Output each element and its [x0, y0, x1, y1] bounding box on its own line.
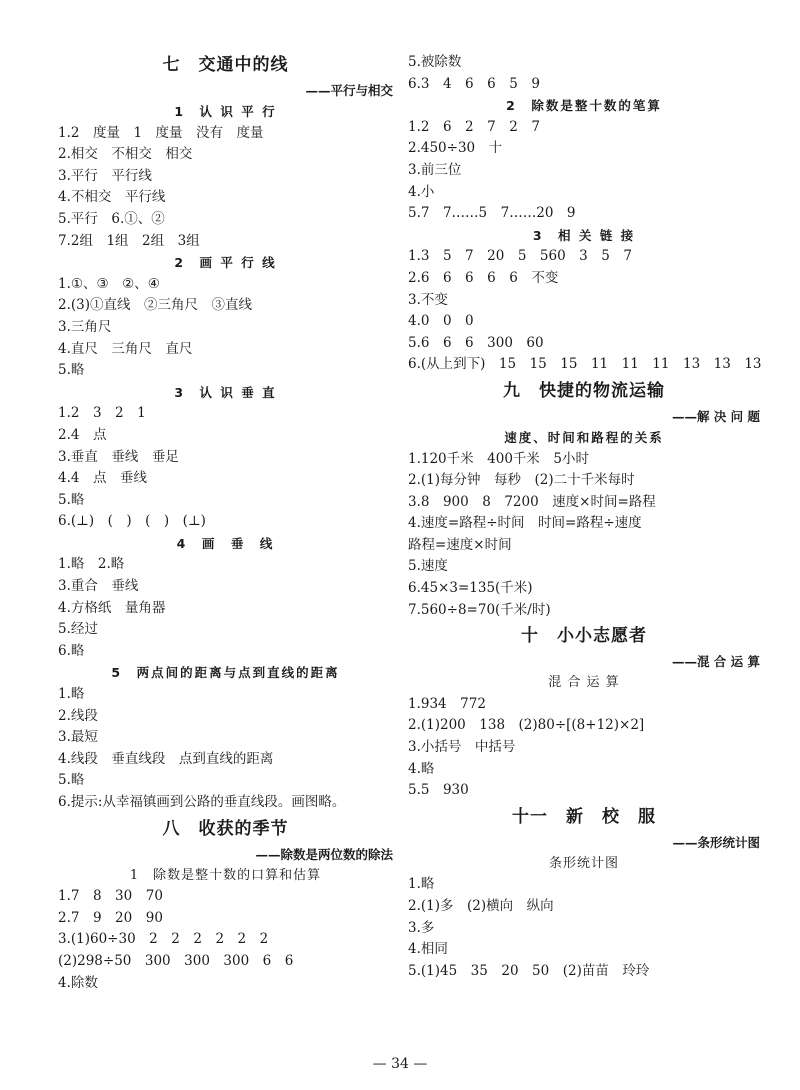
chapter-heading: 七 交通中的线: [162, 55, 289, 75]
section-plain-heading: 混 合 运 算: [548, 675, 620, 691]
answer-line: 2.7 9 20 90: [58, 909, 163, 926]
answer-line: 3.8 900 8 7200 速度×时间=路程: [408, 493, 656, 510]
answer-line: 2.4 点: [58, 426, 107, 443]
answer-line: 3.小括号 中括号: [408, 739, 516, 756]
subtitle-heading: ——条形统计图: [672, 834, 760, 850]
answer-line: 7.560÷8=70(千米/时): [408, 601, 551, 618]
answer-line: 6.(⊥) ( ) ( ) (⊥): [58, 513, 206, 530]
answer-line: 4.速度=路程÷时间 时间=路程÷速度: [408, 515, 642, 532]
section-heading: 5 两点间的距离与点到直线的距离: [111, 665, 340, 681]
answer-line: 1.2 3 2 1: [58, 405, 146, 422]
answer-line: 5.(1)45 35 20 50 (2)苗苗 玲玲: [408, 962, 650, 979]
chapter-heading: 九 快捷的物流运输: [503, 380, 665, 401]
answer-line: (2)298÷50 300 300 300 6 6: [58, 952, 294, 969]
subtitle-heading: ——除数是两位数的除法: [255, 846, 393, 862]
answer-line: 7.2组 1组 2组 3组: [58, 232, 200, 249]
answer-line: 4.4 点 垂线: [58, 470, 147, 487]
answer-line: 2.(1)多 (2)横向 纵向: [408, 898, 554, 914]
answer-line: 1.2 度量 1 度量 没有 度量: [58, 124, 264, 141]
answer-line: 5.速度: [408, 558, 448, 575]
answer-line: 2.6 6 6 6 6 不变: [408, 269, 559, 286]
answer-line: 3.重合 垂线: [58, 578, 139, 595]
answer-line: 4.除数: [58, 974, 98, 991]
section-heading: 速度、时间和路程的关系: [504, 429, 664, 445]
answer-line: 2.(1)200 138 (2)80÷[(8+12)×2]: [408, 717, 645, 734]
subtitle-heading: ——平行与相交: [305, 83, 393, 98]
chapter-heading: 十 小小志愿者: [521, 626, 647, 647]
section-heading: 1 认 识 平 行: [174, 104, 277, 119]
answer-line: 4.0 0 0: [408, 313, 474, 330]
answer-line: 4.方格纸 量角器: [58, 599, 166, 616]
answer-line: 5.7 7……5 7……20 9: [408, 205, 576, 222]
answer-line: 1.120千米 400千米 5小时: [408, 450, 590, 467]
answer-line: 4.小: [408, 183, 435, 200]
answer-line: 6.3 4 6 6 5 9: [408, 75, 540, 92]
answer-line: 6.提示:从幸福镇画到公路的垂直线段。画图略。: [58, 794, 346, 810]
section-plain-heading: 条形统计图: [548, 855, 619, 871]
answer-line: 4.不相交 平行线: [58, 189, 166, 206]
section-heading: 2 除数是整十数的笔算: [506, 98, 662, 114]
answer-line: 1.934 772: [408, 695, 486, 712]
chapter-heading: 十一 新 校 服: [512, 806, 656, 827]
answer-line: 1.2 6 2 7 2 7: [408, 118, 540, 135]
answer-line: 4.相同: [408, 941, 448, 958]
answer-line: 5.6 6 6 300 60: [408, 334, 544, 351]
answer-line: 1.3 5 7 20 5 560 3 5 7: [408, 248, 632, 265]
answer-line: 1.7 8 30 70: [58, 888, 163, 905]
answer-line: 6.45×3=135(千米): [408, 580, 533, 597]
answer-line: 3.垂直 垂线 垂足: [58, 448, 179, 465]
answer-line: 6.(从上到下) 15 15 15 11 11 11 13 13 13: [408, 356, 762, 373]
answer-line: 5.略: [58, 491, 85, 508]
subtitle-heading: ——混 合 运 算: [671, 654, 760, 670]
answer-line: 3.最短: [58, 729, 98, 746]
answer-line: 2.450÷30 十: [408, 140, 503, 157]
answer-line: 4.略: [408, 760, 435, 777]
answer-line: 2.线段: [58, 707, 98, 724]
section-plain-heading: 1 除数是整十数的口算和估算: [129, 867, 322, 883]
answer-line: 2.相交 不相交 相交: [58, 146, 193, 163]
answer-line: 3.不变: [408, 291, 448, 308]
chapter-heading: 八 收获的季节: [162, 818, 289, 839]
answer-line: 6.略: [58, 642, 85, 659]
answer-line: 3.三角尺: [58, 318, 112, 335]
answer-line: 5.略: [58, 772, 85, 789]
answer-line: 1.①、③ ②、④: [58, 275, 160, 292]
answer-line: 3.平行 平行线: [58, 167, 152, 184]
answer-line: 1.略: [408, 876, 435, 893]
answer-line: 3.前三位: [408, 161, 462, 178]
answer-line: 3.(1)60÷30 2 2 2 2 2 2: [58, 931, 269, 948]
right-column: [408, 52, 760, 982]
answer-line: 5.被除数: [408, 54, 462, 70]
section-heading: 2 画 平 行 线: [174, 255, 277, 271]
page-number: — 34 —: [372, 1056, 428, 1072]
answer-line: 4.线段 垂直线段 点到直线的距离: [58, 750, 274, 767]
section-heading: 3 相 关 链 接: [532, 227, 636, 243]
answer-line: 1.略: [58, 686, 85, 703]
answer-line: 5.经过: [58, 621, 98, 638]
answer-line: 路程=速度×时间: [408, 536, 512, 553]
answer-line: 4.直尺 三角尺 直尺: [58, 340, 193, 357]
subtitle-heading: ——解 决 问 题: [671, 408, 760, 424]
section-heading: 3 认 识 垂 直: [174, 384, 277, 400]
answer-line: 5.略: [58, 362, 85, 379]
left-column: [58, 50, 393, 994]
section-heading: 4 画 垂 线: [176, 535, 275, 551]
answer-line: 5.平行 6.①、②: [58, 210, 165, 227]
answer-line: 1.略 2.略: [58, 556, 125, 573]
answer-line: 2.(3)①直线 ②三角尺 ③直线: [58, 297, 253, 314]
answer-line: 5.5 930: [408, 782, 469, 799]
answer-line: 3.多: [408, 919, 435, 936]
answer-line: 2.(1)每分钟 每秒 (2)二十千米每时: [408, 472, 635, 489]
